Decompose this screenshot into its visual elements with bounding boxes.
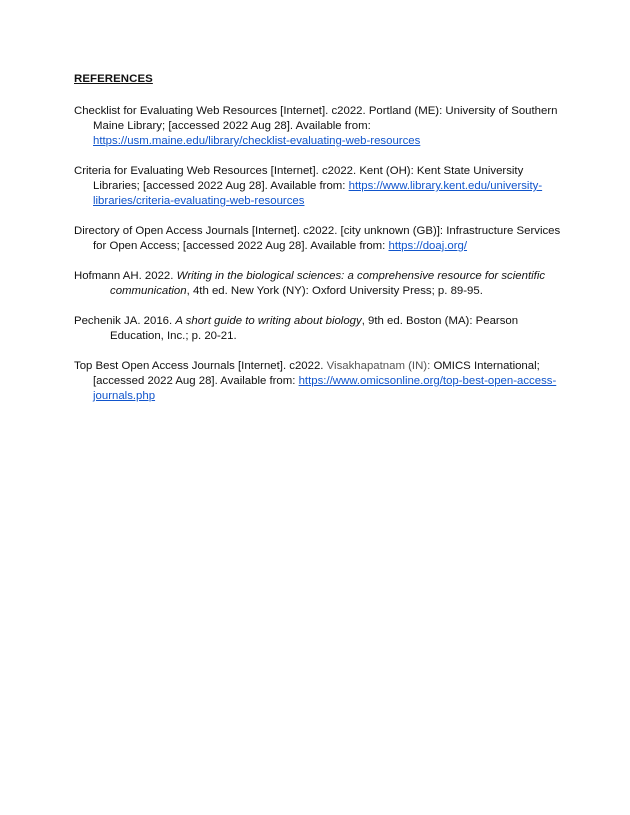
reference-link[interactable]: https://usm.maine.edu/library/checklist-evaluating-web-resources: [93, 135, 421, 147]
reference-text: Checklist for Evaluating Web Resources [Internet]. c2022. Portland (ME): University of Southern Maine Library; [accessed 2022 Aug 28]. Available from:: [74, 105, 558, 132]
references-page: [74, 72, 564, 419]
reference-text: Directory of Open Access Journals [Internet]. c2022. [city unknown (GB)]: Infrastructure Services for Open Access; [accessed 2022 Aug 28]. Available from:: [74, 225, 561, 252]
reference-author: Pechenik JA. 2016.: [74, 315, 176, 327]
reference-title: A short guide to writing about biology: [175, 315, 362, 327]
reference-entry: [74, 269, 564, 299]
reference-text: OMICS International; [accessed 2022 Aug 28]. Available from:: [93, 360, 540, 387]
reference-entry: [74, 314, 564, 344]
reference-details: , 9th ed. Boston (MA): Pearson Education, Inc.; p. 20-21.: [110, 315, 519, 342]
reference-link[interactable]: https://www.library.kent.edu/university-libraries/criteria-evaluating-web-resources: [93, 180, 543, 207]
reference-link[interactable]: https://www.omicsonline.org/top-best-open-access-journals.php: [93, 375, 557, 402]
reference-author: Hofmann AH. 2022.: [74, 270, 177, 282]
reference-text: Criteria for Evaluating Web Resources [Internet]. c2022. Kent (OH): Kent State University Libraries; [accessed 2022 Aug 28]. Available from:: [74, 165, 524, 192]
references-heading: REFERENCES: [74, 73, 153, 85]
reference-text: Top Best Open Access Journals [Internet]. c2022.: [74, 360, 327, 372]
reference-title: Writing in the biological sciences: a comprehensive resource for scientific communication: [110, 270, 546, 297]
reference-entry: [74, 164, 564, 209]
reference-entry: [74, 359, 564, 404]
reference-details: , 4th ed. New York (NY): Oxford University Press; p. 89-95.: [186, 285, 483, 297]
reference-place: Visakhapatnam (IN):: [326, 360, 434, 372]
reference-link[interactable]: https://doaj.org/: [388, 240, 468, 252]
reference-entry: [74, 104, 564, 149]
reference-entry: [74, 224, 564, 254]
